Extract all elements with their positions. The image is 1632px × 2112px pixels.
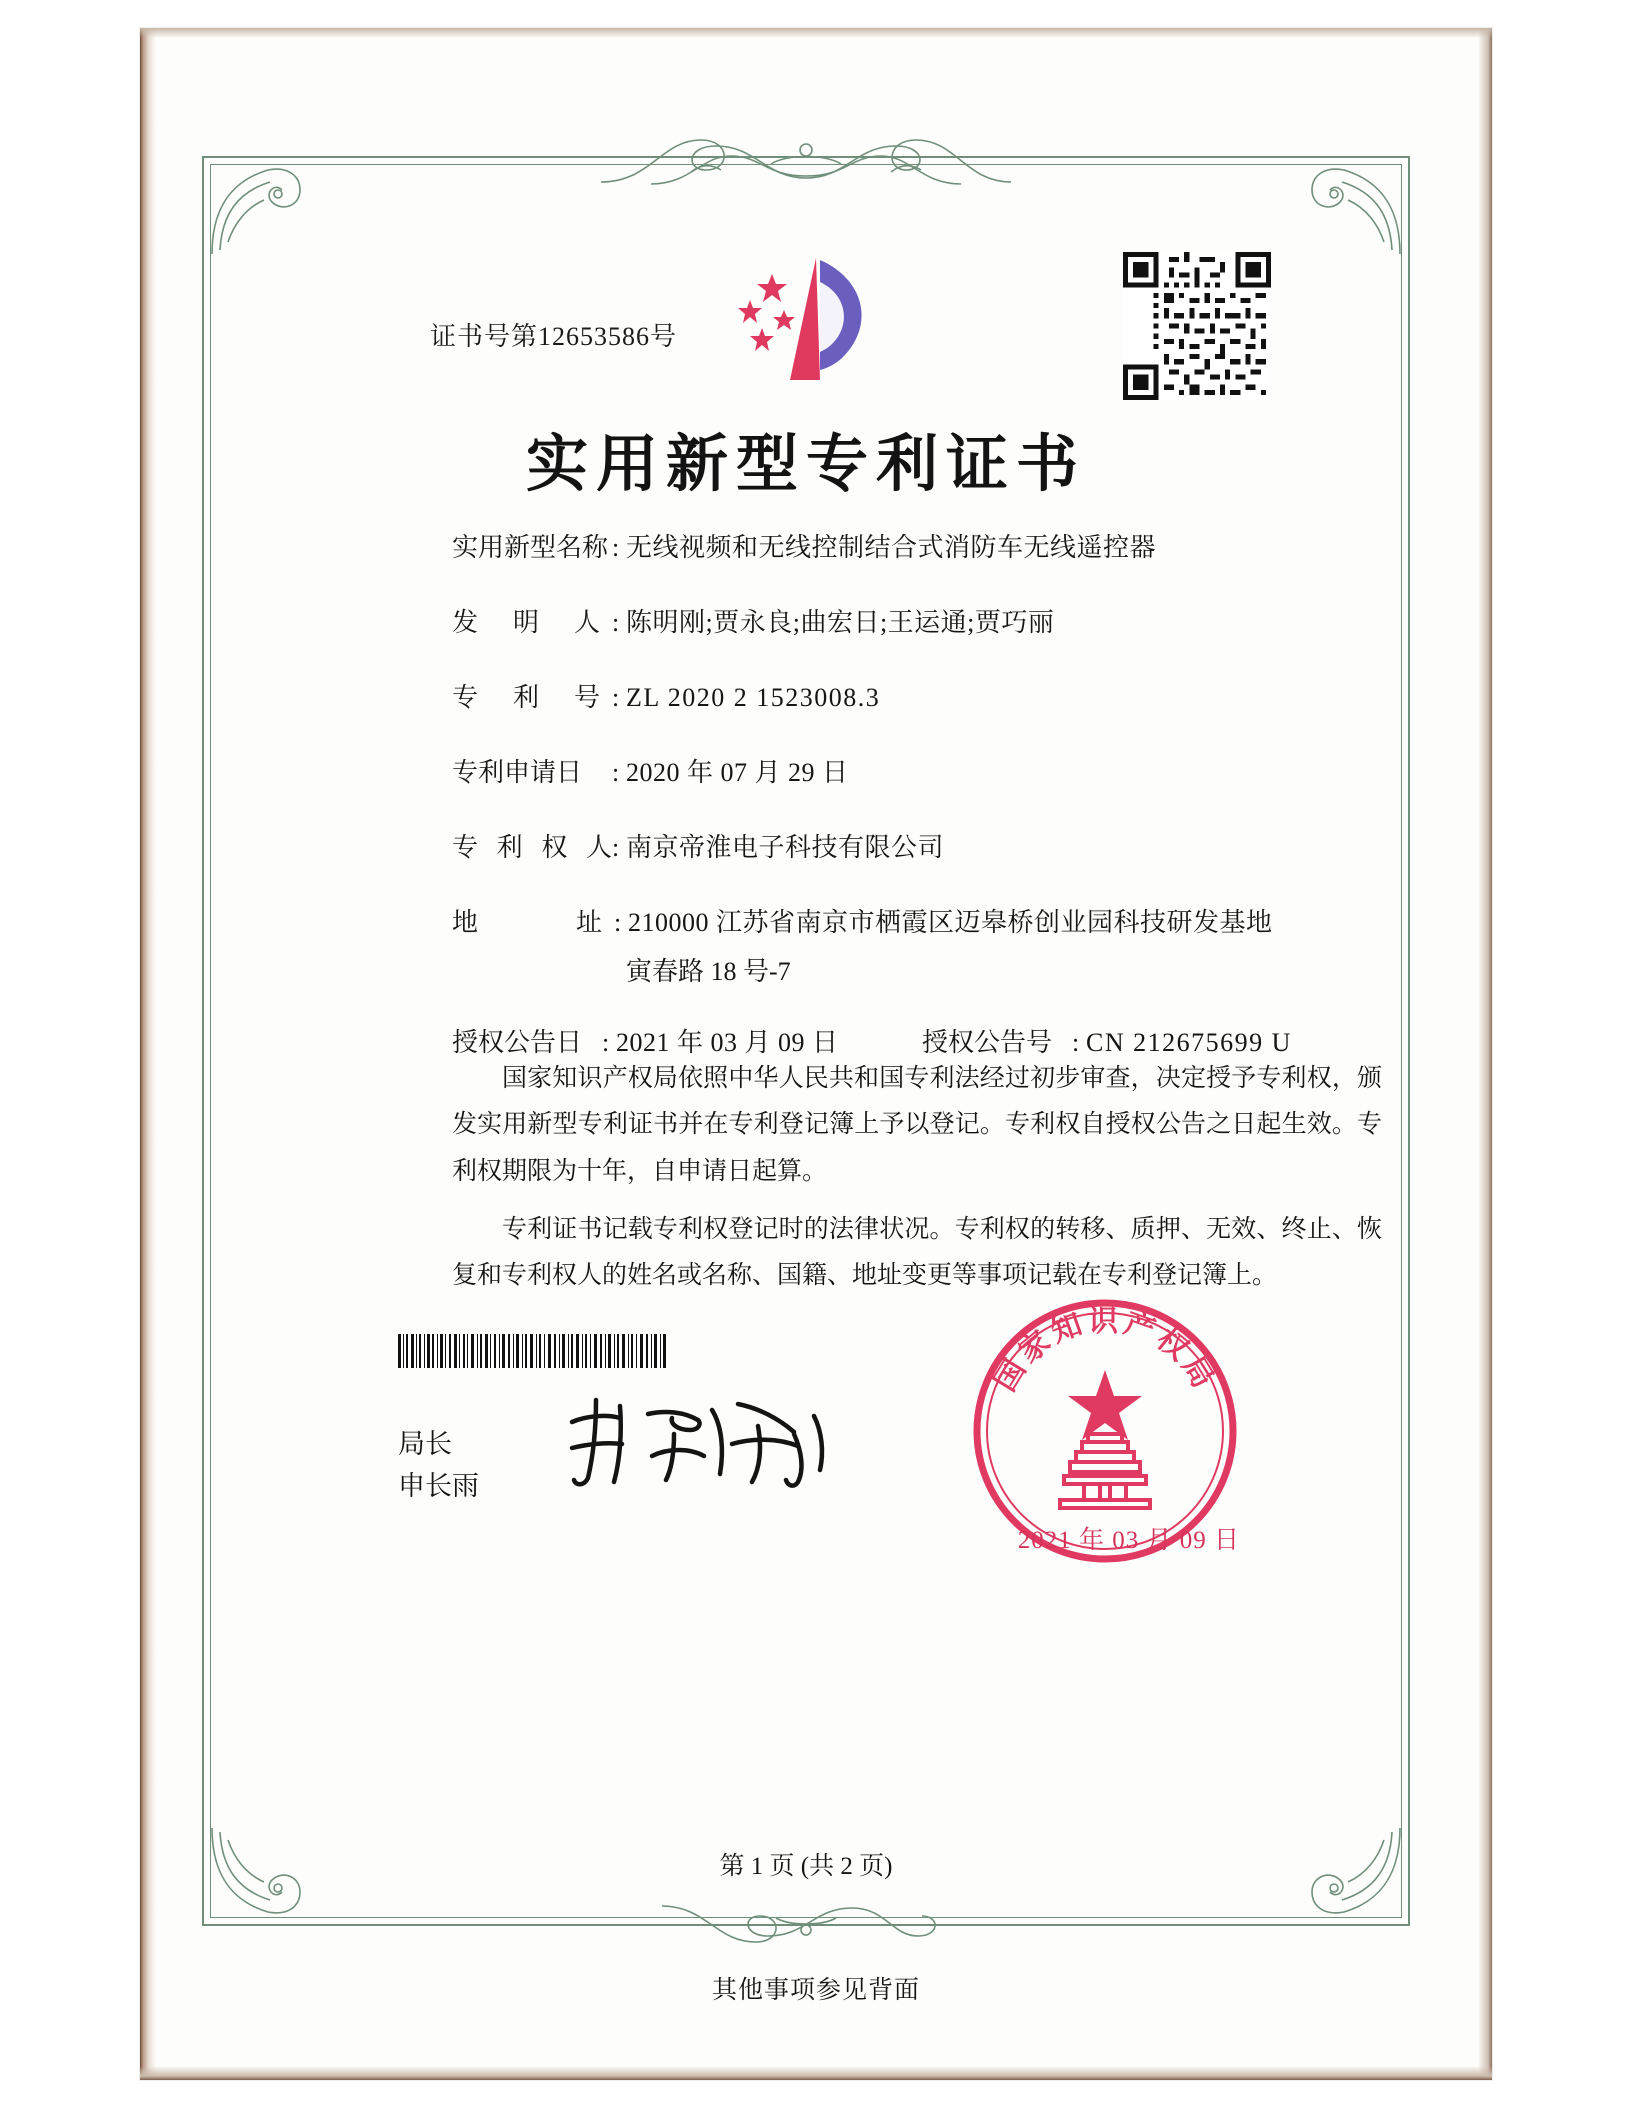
field-label-char: 人	[585, 833, 612, 862]
field-colon: :	[612, 833, 620, 862]
field-label-char: 利	[512, 683, 539, 712]
paragraph-2: 专利证书记载专利权登记时的法律状况。专利权的转移、质押、无效、终止、恢复和专利权人的姓名或名称、国籍、地址变更等事项记载在专利登记簿上。	[452, 1215, 1382, 1289]
field-colon: :	[612, 683, 620, 712]
field-label-inventors	[452, 603, 600, 642]
legal-paragraphs	[452, 1056, 1382, 1311]
certificate-paper	[140, 28, 1492, 2080]
paper-shadow-left	[140, 28, 156, 2080]
field-value-application-date: 2020 年 07 月 29 日	[626, 758, 849, 787]
field-label-char: 地	[452, 908, 479, 937]
field-row-inventors	[452, 603, 1372, 642]
field-label-utility-model-name: 实用新型名称	[452, 533, 609, 562]
field-label-char: 发	[452, 608, 479, 637]
field-row-application-date	[452, 753, 1372, 792]
field-label-address	[452, 903, 602, 942]
field-value-grant-number: CN 212675699 U	[1086, 1028, 1292, 1057]
signature-block	[398, 1424, 479, 1508]
field-label-char: 专	[452, 683, 479, 712]
field-row-patentee	[452, 828, 1372, 867]
scan-edge-left	[0, 0, 140, 2112]
field-label-char: 明	[512, 608, 539, 637]
field-label-application-date: 专利申请日	[452, 758, 583, 787]
scan-edge-right	[1492, 0, 1632, 2112]
field-value-utility-model-name: 无线视频和无线控制结合式消防车无线遥控器	[626, 533, 1157, 562]
field-value-grant-date: 2021 年 03 月 09 日	[616, 1028, 839, 1057]
field-label-grant-number: 授权公告号	[922, 1028, 1053, 1057]
signature-name: 申长雨	[398, 1470, 479, 1501]
field-colon: :	[612, 608, 620, 637]
field-label-char: 权	[541, 833, 568, 862]
field-label-patentee	[452, 828, 612, 867]
field-value-address: 210000 江苏省南京市栖霞区迈皋桥创业园科技研发基地	[628, 908, 1273, 937]
field-colon: :	[614, 908, 622, 937]
seal-date: 2021 年 03 月 09 日	[1017, 1527, 1240, 1554]
field-row-patent-number	[452, 678, 1372, 717]
page-indicator: 第 1 页 (共 2 页)	[719, 1853, 893, 1880]
qr-code	[1122, 252, 1272, 400]
field-colon: :	[602, 1028, 610, 1057]
field-value-address-line2: 寅春路 18 号-7	[626, 957, 791, 986]
field-label-char: 址	[575, 908, 602, 937]
field-row-utility-model-name	[452, 528, 1372, 567]
field-value-patent-number: ZL 2020 2 1523008.3	[626, 683, 881, 712]
signature-role: 局长	[398, 1429, 452, 1459]
field-colon: :	[612, 758, 620, 787]
field-label-grant-date: 授权公告日	[452, 1028, 583, 1057]
certificate-number: 证书号第12653586号	[430, 322, 678, 351]
field-value-patentee: 南京帝淮电子科技有限公司	[626, 833, 945, 862]
field-list	[452, 528, 1372, 1098]
field-value-inventors: 陈明刚;贾永良;曲宏日;王运通;贾巧丽	[626, 608, 1055, 637]
field-label-char: 利	[496, 833, 523, 862]
page-title: 实用新型专利证书	[525, 427, 1086, 500]
paper-shadow-right	[1478, 28, 1492, 2080]
field-label-char: 号	[573, 683, 600, 712]
field-label-patent-number	[452, 678, 600, 717]
footnote: 其他事项参见背面	[711, 1977, 920, 2004]
certificate-content	[202, 156, 1410, 1926]
field-label-char: 专	[452, 833, 479, 862]
handwritten-signature	[562, 1386, 832, 1496]
cnipa-emblem-icon	[716, 248, 896, 398]
svg-text:国家知识产权局: 国家知识产权局	[987, 1304, 1223, 1398]
paper-shadow-bottom	[140, 2066, 1492, 2080]
paragraph-1: 国家知识产权局依照中华人民共和国专利法经过初步审查，决定授予专利权，颁发实用新型专利证书并在专利登记簿上予以登记。专利权自授权公告之日起生效。专利权期限为十年，自申请日起算。	[452, 1065, 1382, 1185]
paper-shadow-top	[140, 28, 1492, 38]
barcode	[398, 1334, 666, 1368]
field-colon: :	[1072, 1028, 1080, 1057]
field-colon: :	[612, 533, 620, 562]
field-label-char: 人	[573, 608, 600, 637]
field-row-address	[452, 903, 1372, 942]
